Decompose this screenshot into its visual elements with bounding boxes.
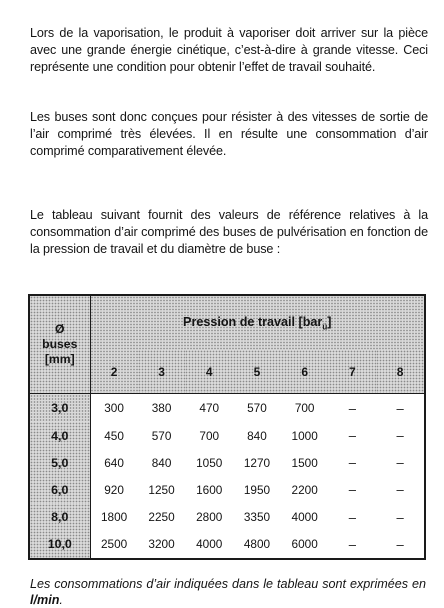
paragraph-table-intro: Le tableau suivant fournit des valeurs de référence relatives à la consommation d’air comprimé des buses de pulvérisation en fonction de la pression de travail et du diamètre de buse : [30, 207, 428, 256]
consumption-cell: 4000 [196, 537, 223, 552]
table-row [30, 422, 424, 449]
table-caption [30, 576, 426, 608]
consumption-cell: – [348, 536, 356, 552]
consumption-cell: 1950 [243, 482, 271, 497]
diameter-cell: 8,0 [30, 504, 90, 531]
consumption-cell: 3200 [148, 537, 175, 552]
table-row [30, 531, 424, 558]
consumption-cell: – [396, 482, 404, 498]
consumption-cell: 840 [247, 428, 267, 443]
diameter-cell: 4,0 [30, 422, 90, 449]
consumption-cell: 640 [104, 455, 124, 470]
caption-end: . [59, 592, 63, 607]
consumption-cell: 920 [104, 482, 124, 497]
consumption-cell: 570 [151, 428, 172, 443]
consumption-cell: 300 [104, 401, 124, 416]
consumption-cell: 700 [199, 428, 220, 443]
air-consumption-table [28, 294, 426, 560]
consumption-cell: 450 [104, 428, 124, 443]
pressure-column-header: 6 [281, 350, 329, 394]
pressure-column-header: 3 [138, 350, 186, 394]
diameter-symbol: Ø [55, 322, 65, 337]
pressure-header [90, 296, 424, 350]
caption-text: Les consommations d’air indiquées dans le tableau sont exprimées en [30, 576, 426, 591]
consumption-cell: – [348, 509, 356, 525]
consumption-cell: 1000 [291, 428, 318, 443]
table-corner-header [30, 296, 90, 394]
consumption-cell: 4000 [291, 510, 318, 525]
paragraph-vaporisation: Lors de la vaporisation, le produit à vaporiser doit arriver sur la pièce avec une grande énergie cinétique, c’est-à-dire à grande vitesse. Ceci représente une condition pour obtenir l’effet de travail souhaité. [30, 25, 428, 74]
consumption-cell: 570 [247, 401, 267, 416]
consumption-cell: 700 [294, 401, 315, 416]
consumption-cell: 3350 [243, 510, 271, 525]
table-row [30, 394, 424, 422]
paragraph-buses: Les buses sont donc conçues pour résister à des vitesses de sortie de l’air comprimé très élevées. Il en résulte une consommation d’air comprimé comparativement élevée. [30, 109, 428, 158]
pressure-column-header: 2 [90, 350, 138, 394]
pressure-column-header: 4 [185, 350, 233, 394]
pressure-subscript: ü [322, 322, 328, 332]
consumption-cell: – [396, 455, 404, 471]
pressure-title-close: ] [327, 314, 332, 329]
diameter-cell: 6,0 [30, 476, 90, 503]
pressure-column-header: 7 [329, 350, 377, 394]
consumption-cell: – [396, 509, 404, 525]
consumption-cell: – [396, 400, 404, 416]
consumption-cell: 2800 [196, 510, 223, 525]
diameter-unit: [mm] [44, 352, 75, 367]
consumption-cell: 1600 [196, 482, 223, 497]
consumption-cell: – [348, 455, 356, 471]
consumption-cell: 1050 [196, 455, 223, 470]
caption-unit: l/min [30, 592, 60, 607]
consumption-cell: – [396, 428, 404, 444]
consumption-cell: – [348, 482, 356, 498]
consumption-cell: 1500 [291, 455, 318, 470]
consumption-cell: 1800 [100, 510, 128, 525]
diameter-cell: 3,0 [30, 394, 90, 422]
consumption-cell: – [348, 400, 356, 416]
pressure-values-row [30, 350, 424, 394]
pressure-column-header: 8 [376, 350, 424, 394]
diameter-cell: 5,0 [30, 449, 90, 476]
diameter-label: buses [42, 337, 78, 352]
table-row [30, 504, 424, 531]
consumption-cell: 6000 [291, 537, 318, 552]
consumption-cell: 380 [151, 401, 172, 416]
consumption-cell: 1270 [243, 455, 271, 470]
consumption-cell: 2200 [291, 482, 318, 497]
pressure-column-header: 5 [233, 350, 281, 394]
consumption-cell: 1250 [148, 482, 175, 497]
consumption-cell: 2250 [148, 510, 175, 525]
pressure-title: Pression de travail [bar [183, 314, 323, 329]
table-row [30, 449, 424, 476]
table-body [30, 394, 424, 558]
consumption-cell: – [348, 428, 356, 444]
consumption-cell: 840 [151, 455, 172, 470]
table-row [30, 476, 424, 503]
consumption-cell: 470 [199, 401, 220, 416]
diameter-cell: 10,0 [30, 531, 90, 558]
consumption-cell: 2500 [100, 537, 128, 552]
consumption-cell: – [396, 536, 404, 552]
consumption-cell: 4800 [243, 537, 271, 552]
